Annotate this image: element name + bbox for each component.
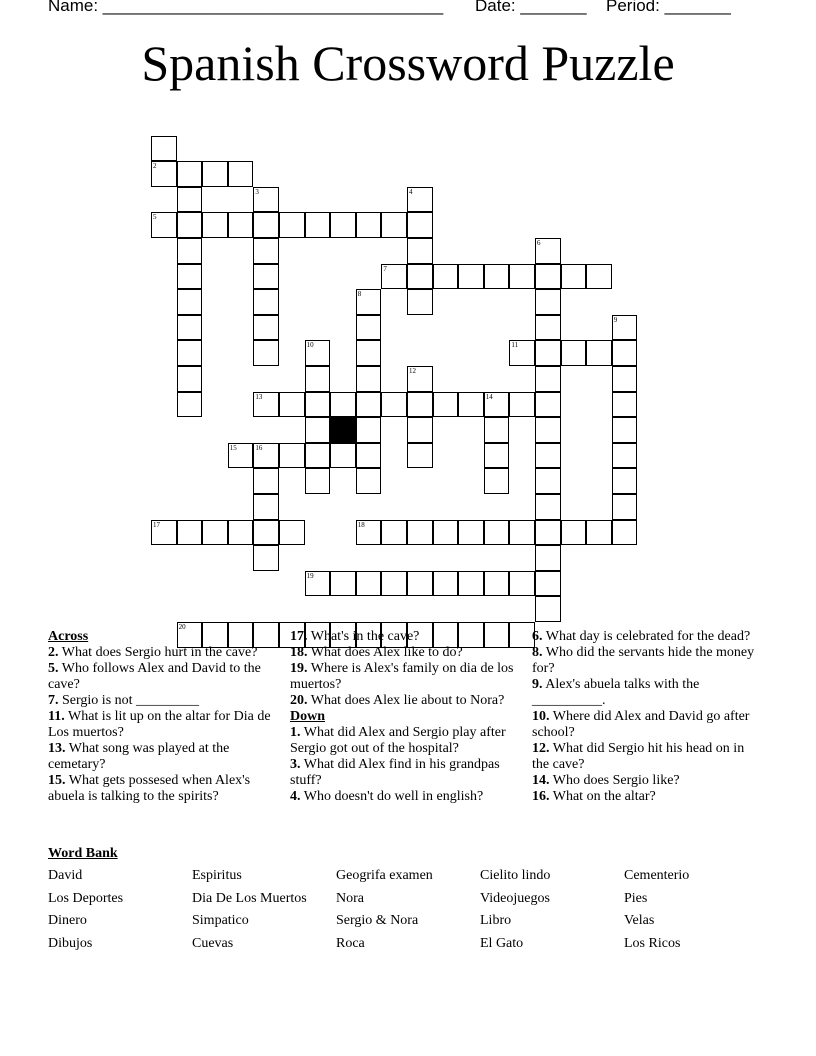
clue-number: 2. (48, 645, 59, 660)
crossword-cell[interactable] (330, 212, 356, 238)
crossword-cell[interactable] (535, 366, 561, 392)
crossword-cell[interactable] (535, 443, 561, 469)
clue-number: 12. (532, 741, 550, 756)
date-field[interactable]: Date: _______ (475, 0, 587, 15)
crossword-cell[interactable] (305, 443, 331, 469)
crossword-cell[interactable] (407, 392, 433, 418)
clue-down-12 (532, 741, 758, 773)
crossword-cell[interactable] (612, 392, 638, 418)
clue-text: What gets possesed when Alex's abuela is talking to the spirits? (48, 773, 251, 804)
crossword-cell[interactable] (381, 520, 407, 546)
clues-column-3 (532, 629, 758, 805)
crossword-cell[interactable] (509, 264, 535, 290)
crossword-cell[interactable] (586, 264, 612, 290)
clue-text: What does Alex lie about to Nora? (310, 693, 505, 708)
word-bank-item: Geogrifa examen (336, 868, 433, 883)
crossword-cell[interactable] (356, 212, 382, 238)
crossword-cell[interactable] (407, 571, 433, 597)
crossword-cell[interactable] (407, 238, 433, 264)
crossword-cell[interactable] (433, 264, 459, 290)
crossword-cell[interactable] (433, 520, 459, 546)
clue-number-label: 14 (485, 392, 493, 401)
crossword-cell[interactable] (381, 571, 407, 597)
clue-number-label: 16 (255, 443, 263, 452)
crossword-cell[interactable] (535, 392, 561, 418)
crossword-cell[interactable] (177, 392, 203, 418)
crossword-cell[interactable] (202, 520, 228, 546)
word-bank-item: Sergio & Nora (336, 913, 419, 929)
clue-text: What on the altar? (552, 789, 656, 804)
clue-down-6 (532, 629, 758, 645)
name-field[interactable]: Name: ____________________________________ (48, 0, 444, 15)
word-bank-item: Los Ricos (624, 935, 681, 951)
clue-down-1 (290, 725, 516, 757)
word-bank-item: Los Deportes (48, 890, 124, 906)
word-bank-item: Cementerio (624, 868, 690, 883)
crossword-cell[interactable] (535, 520, 561, 546)
crossword-cell[interactable] (253, 443, 279, 469)
clue-number-label: 6 (537, 239, 541, 247)
clue-number: 4. (290, 789, 301, 804)
crossword-cell[interactable] (279, 212, 305, 238)
crossword-cell[interactable] (535, 264, 561, 290)
crossword-cell[interactable] (356, 468, 382, 494)
crossword-cell[interactable] (356, 392, 382, 418)
crossword-cell[interactable] (253, 212, 279, 238)
clue-text: What did Alex and Sergio play after Sergio got out of the hospital? (290, 725, 506, 756)
clue-number: 8. (532, 645, 543, 660)
clue-text: What's in the cave? (310, 629, 420, 644)
word-bank-title: Word Bank (48, 846, 118, 861)
clue-number-label: 11 (511, 341, 519, 350)
clue-number: 5. (48, 661, 59, 676)
crossword-cell[interactable] (561, 520, 587, 546)
clue-number: 19. (290, 661, 308, 676)
word-bank-item: Cielito lindo (480, 868, 551, 883)
crossword-cell[interactable] (253, 289, 279, 315)
clue-number-label: 9 (613, 315, 618, 324)
crossword-cell[interactable] (535, 468, 561, 494)
crossword-cell[interactable] (228, 212, 254, 238)
crossword-cell[interactable] (356, 315, 382, 341)
clue-number: 9. (532, 677, 543, 692)
clue-across-13 (48, 741, 274, 773)
crossword-cell[interactable] (535, 289, 561, 315)
word-bank (48, 866, 768, 962)
crossword-cell[interactable] (330, 392, 356, 418)
clue-across-18 (290, 645, 516, 661)
crossword-cell[interactable] (253, 392, 279, 418)
word-bank-item: Dibujos (48, 935, 93, 951)
crossword-cell[interactable] (356, 366, 382, 392)
across-heading: Across (48, 629, 89, 644)
crossword-cell[interactable] (356, 340, 382, 366)
crossword-cell[interactable] (535, 315, 561, 341)
crossword-cell[interactable] (177, 161, 203, 187)
crossword-cell[interactable] (407, 264, 433, 290)
clue-text: Who did the servants hide the money for? (532, 645, 755, 676)
crossword-cell[interactable] (407, 187, 433, 213)
crossword-cell[interactable] (458, 392, 484, 418)
crossword-cell[interactable] (305, 571, 331, 597)
clue-number: 20. (290, 693, 308, 708)
clue-number-label: 10 (306, 341, 314, 350)
clue-number: 1. (290, 725, 301, 740)
crossword-cell[interactable] (612, 443, 638, 469)
word-bank-item: Espiritus (192, 868, 242, 883)
crossword-cell[interactable] (407, 212, 433, 238)
clues-column-1 (48, 629, 274, 805)
crossword-cell[interactable] (177, 289, 203, 315)
crossword-cell[interactable] (535, 545, 561, 571)
crossword-cell[interactable] (586, 340, 612, 366)
clue-number-label: 13 (255, 392, 263, 401)
crossword-cell[interactable] (458, 264, 484, 290)
word-bank-item: Cuevas (192, 935, 234, 951)
crossword-cell[interactable] (433, 392, 459, 418)
clue-down-3 (290, 757, 516, 789)
crossword-cell[interactable] (253, 187, 279, 213)
crossword-cell[interactable] (484, 264, 510, 290)
word-bank-item: Simpatico (192, 913, 249, 929)
crossword-cell[interactable] (612, 315, 638, 341)
clue-number: 18. (290, 645, 308, 660)
crossword-cell[interactable] (253, 520, 279, 546)
crossword-cell[interactable] (305, 417, 331, 443)
crossword-cell[interactable] (305, 366, 331, 392)
crossword-cell[interactable] (177, 340, 203, 366)
crossword-cell[interactable] (484, 417, 510, 443)
crossword-cell[interactable] (509, 340, 535, 366)
crossword-cell[interactable] (356, 417, 382, 443)
clue-across-17 (290, 629, 516, 645)
word-bank-item: Pies (624, 890, 648, 906)
crossword-cell[interactable] (330, 443, 356, 469)
crossword-cell[interactable] (151, 212, 177, 238)
crossword-cell[interactable] (253, 315, 279, 341)
clue-text: Where is Alex's family on dia de los muertos? (290, 661, 514, 692)
crossword-cell[interactable] (305, 392, 331, 418)
clue-across-15 (48, 773, 274, 805)
crossword-cell[interactable] (407, 417, 433, 443)
crossword-cell[interactable] (509, 392, 535, 418)
crossword-cell[interactable] (561, 340, 587, 366)
clue-across-20 (290, 693, 516, 709)
crossword-cell[interactable] (356, 520, 382, 546)
clue-number-label: 17 (153, 520, 160, 529)
clue-across-5 (48, 661, 274, 693)
clue-text: What song was played at the cemetary? (48, 741, 230, 772)
clue-text: Who follows Alex and David to the cave? (48, 661, 261, 692)
clue-number: 11. (48, 709, 65, 724)
crossword-cell[interactable] (305, 468, 331, 494)
word-bank-item: Velas (624, 913, 655, 929)
clue-number: 6. (532, 629, 543, 644)
crossword-cell[interactable] (535, 494, 561, 520)
crossword-cell[interactable] (381, 264, 407, 290)
clue-text: Who does Sergio like? (552, 773, 680, 788)
crossword-cell[interactable] (484, 392, 510, 418)
crossword-cell[interactable] (407, 289, 433, 315)
crossword-cell[interactable] (484, 571, 510, 597)
clue-text: Sergio is not _________ (62, 693, 200, 708)
crossword-cell[interactable] (381, 392, 407, 418)
crossword-cell[interactable] (561, 264, 587, 290)
crossword-cell[interactable] (484, 468, 510, 494)
word-bank-item: Dia De Los Muertos (192, 890, 307, 906)
clue-number-label: 7 (383, 264, 387, 273)
crossword-cell[interactable] (151, 136, 177, 162)
period-field[interactable]: Period: _______ (606, 0, 731, 15)
crossword-cell[interactable] (612, 494, 638, 520)
clue-number: 15. (48, 773, 66, 788)
clue-text: What does Alex like to do? (310, 645, 463, 660)
word-bank-item: Dinero (48, 913, 87, 929)
clue-down-14 (532, 773, 758, 789)
clue-text: Who doesn't do well in english? (303, 789, 484, 804)
crossword-cell[interactable] (381, 212, 407, 238)
clue-text: What did Sergio hit his head on in the cave? (532, 741, 745, 772)
clue-across-2 (48, 645, 274, 661)
clue-number: 14. (532, 773, 550, 788)
clue-number: 3. (290, 757, 301, 772)
crossword-cell[interactable] (484, 443, 510, 469)
clue-number-label: 15 (229, 443, 237, 452)
crossword-cell[interactable] (253, 545, 279, 571)
clue-across-11 (48, 709, 274, 741)
crossword-cell[interactable] (535, 596, 561, 622)
crossword-cell[interactable] (356, 289, 382, 315)
crossword-cell[interactable] (177, 212, 203, 238)
crossword-cell[interactable] (151, 161, 177, 187)
clue-text: What day is celebrated for the dead? (545, 629, 751, 644)
clue-number: 13. (48, 741, 66, 756)
page-title: Spanish Crossword Puzzle (141, 35, 675, 91)
crossword-cell[interactable] (586, 520, 612, 546)
clue-number-label: 2 (153, 162, 157, 171)
crossword-cell[interactable] (407, 443, 433, 469)
clue-down-4 (290, 789, 516, 805)
black-square (330, 417, 356, 443)
clue-text: What does Sergio hurt in the cave? (61, 645, 258, 660)
crossword-cell[interactable] (484, 520, 510, 546)
clue-number-label: 18 (357, 520, 365, 529)
clue-number-label: 12 (409, 367, 416, 375)
clue-down-10 (532, 709, 758, 741)
crossword-cell[interactable] (151, 520, 177, 546)
crossword-cell[interactable] (356, 443, 382, 469)
crossword-cell[interactable] (253, 494, 279, 520)
crossword-cell[interactable] (177, 238, 203, 264)
crossword-cell[interactable] (535, 340, 561, 366)
crossword-cell[interactable] (253, 468, 279, 494)
clues-column-2 (290, 629, 516, 805)
crossword-cell[interactable] (509, 571, 535, 597)
clue-down-9 (532, 677, 758, 709)
word-bank-item: Nora (336, 890, 364, 906)
clue-down-8 (532, 645, 758, 677)
clue-down-16 (532, 789, 758, 805)
clue-number: 7. (48, 693, 59, 708)
crossword-cell[interactable] (228, 443, 254, 469)
word-bank-item: David (48, 868, 83, 883)
clue-number-label: 3 (255, 187, 259, 196)
crossword-cell[interactable] (202, 212, 228, 238)
clue-number: 17. (290, 629, 308, 644)
crossword-cell[interactable] (253, 264, 279, 290)
clue-number-label: 4 (409, 187, 413, 196)
crossword-cell[interactable] (177, 264, 203, 290)
clue-across-7 (48, 693, 274, 709)
crossword-cell[interactable] (535, 571, 561, 597)
word-bank-item: El Gato (480, 935, 524, 951)
clue-text: Where did Alex and David go after school? (532, 709, 750, 740)
word-bank-item: Libro (480, 913, 512, 929)
crossword-cell[interactable] (279, 443, 305, 469)
crossword-cell[interactable] (509, 520, 535, 546)
crossword-cell[interactable] (177, 187, 203, 213)
crossword-cell[interactable] (228, 161, 254, 187)
crossword-cell[interactable] (612, 468, 638, 494)
crossword-cell[interactable] (356, 571, 382, 597)
crossword-cell[interactable] (177, 366, 203, 392)
down-heading: Down (290, 709, 326, 724)
crossword-cell[interactable] (228, 520, 254, 546)
crossword-cell[interactable] (305, 340, 331, 366)
crossword-cell[interactable] (612, 520, 638, 546)
crossword-cell[interactable] (433, 571, 459, 597)
crossword-cell[interactable] (330, 571, 356, 597)
clue-number-label: 20 (178, 623, 186, 631)
clue-text: What did Alex find in his grandpas stuff? (290, 757, 500, 788)
crossword-cell[interactable] (177, 315, 203, 341)
crossword-cell[interactable] (407, 520, 433, 546)
crossword-cell[interactable] (458, 571, 484, 597)
clue-number-label: 5 (153, 213, 157, 222)
clue-number-label: 19 (306, 571, 314, 580)
crossword-cell[interactable] (202, 161, 228, 187)
crossword-cell[interactable] (612, 366, 638, 392)
clue-number: 16. (532, 789, 550, 804)
word-bank-item: Roca (336, 935, 365, 951)
crossword-cell[interactable] (305, 212, 331, 238)
clue-across-19 (290, 661, 516, 693)
crossword-cell[interactable] (535, 238, 561, 264)
crossword-cell[interactable] (253, 238, 279, 264)
clue-number: 10. (532, 709, 550, 724)
clue-text: Alex's abuela talks with the __________. (532, 677, 700, 708)
crossword-cell[interactable] (612, 417, 638, 443)
crossword-cell[interactable] (177, 520, 203, 546)
crossword-cell[interactable] (535, 417, 561, 443)
clue-number-label: 8 (357, 290, 362, 299)
crossword-cell[interactable] (407, 366, 433, 392)
crossword-cell[interactable] (612, 340, 638, 366)
crossword-cell[interactable] (253, 340, 279, 366)
crossword-cell[interactable] (458, 520, 484, 546)
word-bank-item: Videojuegos (480, 890, 550, 906)
crossword-cell[interactable] (279, 520, 305, 546)
crossword-cell[interactable] (279, 392, 305, 418)
clue-text: What is lit up on the altar for Dia de Los muertos? (48, 709, 271, 740)
